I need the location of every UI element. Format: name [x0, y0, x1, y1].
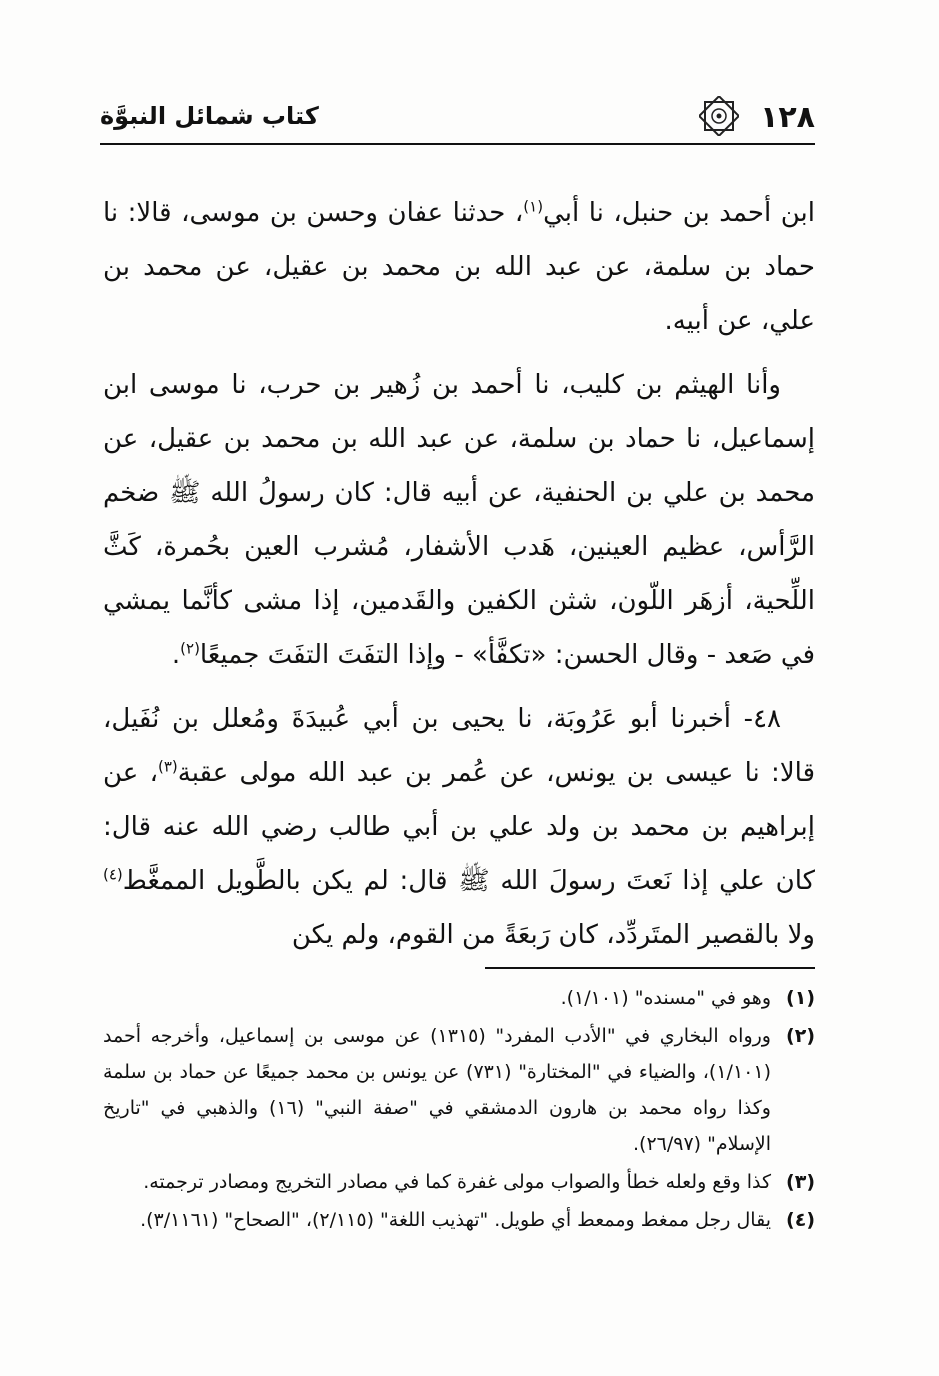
paragraph-1: [103, 186, 815, 348]
footnote-number: (٣): [786, 1171, 815, 1193]
footnote: [103, 1018, 815, 1162]
footnote-ref-2: (٢): [180, 639, 200, 658]
footnote-text: كذا وقع ولعله خطأ والصواب مولى غفرة كما في مصادر التخريج ومصادر ترجمته.: [143, 1171, 771, 1193]
p1-text-a: ابن أحمد بن حنبل، نا أبي: [543, 198, 815, 228]
footnote-number: (٤): [786, 1209, 815, 1231]
footnote-ref-4: (٤): [103, 865, 123, 884]
footnote-divider: [485, 967, 815, 969]
footnote-ref-3: (٣): [157, 757, 178, 776]
footnotes: [103, 980, 815, 1240]
page-number: ١٢٨: [760, 100, 815, 135]
paragraph-3: [103, 692, 815, 962]
main-text: [103, 186, 815, 972]
p2-text-a: وأنا الهيثم بن كليب، نا أحمد بن زُهير بن حرب، نا موسى ابن إسماعيل، نا حماد بن سلمة، عن عبد الله بن محمد بن عقيل، عن محمد بن علي بن الحنفية، عن أبيه قال: كان رسولُ الله ﷺ ضخم الرَّأس، عظيم العينين، هَدب الأشفار، مُشرب العين بحُمرة، كَثَّ اللِّحية، أزهَر اللّون، شثن الكفين والقَدمين، إذا مشى كأنَّما يمشي في صَعد - وقال الحسن: «تكفَّأ» - وإذا التفَتَ التفَتَ جميعًا: [103, 370, 815, 670]
p3-text-c: ولا بالقصير المتَردِّد، كان رَبعَةً من القوم، ولم يكن: [291, 920, 815, 950]
page-header: [100, 96, 815, 144]
p2-text-b: .: [171, 640, 181, 670]
ornament-icon: [699, 96, 739, 136]
footnote-text: يقال رجل ممغط وممعط أي طويل. "تهذيب اللغة" (٢/١١٥)، "الصحاح" (٣/١١٦١).: [140, 1209, 771, 1231]
footnote: [103, 1202, 815, 1238]
footnote-text: ورواه البخاري في "الأدب المفرد" (١٣١٥) عن موسى بن إسماعيل، وأخرجه أحمد (١/١٠١)، والضياء في "المختارة" (٧٣١) عن يونس بن محمد جميعًا عن حماد بن سلمة وكذا رواه محمد بن هارون الدمشقي في "صفة النبي" (١٦) والذهبي في "تاريخ الإسلام" (٢٦/٩٧).: [103, 1025, 771, 1155]
book-title: كتاب شمائل النبوَّة: [100, 102, 319, 130]
p3-text-a: ٤٨- أخبرنا أبو عَرُوبَة، نا يحيى بن أبي عُبيدَةَ ومُعلل بن نُفَيل، قالا: نا عيسى بن يونس، عن عُمر بن عبد الله مولى عقبة: [103, 704, 815, 788]
p1-text-b: ، حدثنا عفان وحسن بن موسى، قالا: نا حماد بن سلمة، عن عبد الله بن محمد بن عقيل، عن محمد بن علي، عن أبيه.: [103, 198, 815, 336]
header-divider: [100, 143, 815, 145]
paragraph-2: [103, 358, 815, 682]
footnote-number: (١): [786, 987, 815, 1009]
footnote: [103, 1164, 815, 1200]
footnote: [103, 980, 815, 1016]
p3-text-b: ، عن إبراهيم بن محمد بن ولد علي بن أبي طالب رضي الله عنه قال: كان علي إذا نَعتَ رسولَ الله ﷺ قال: لم يكن بالطَّويل الممغَّط: [103, 758, 815, 896]
footnote-ref-1: (١): [523, 197, 544, 216]
footnote-text: وهو في "مسنده" (١/١٠١).: [560, 987, 771, 1009]
footnote-number: (٢): [786, 1025, 815, 1047]
